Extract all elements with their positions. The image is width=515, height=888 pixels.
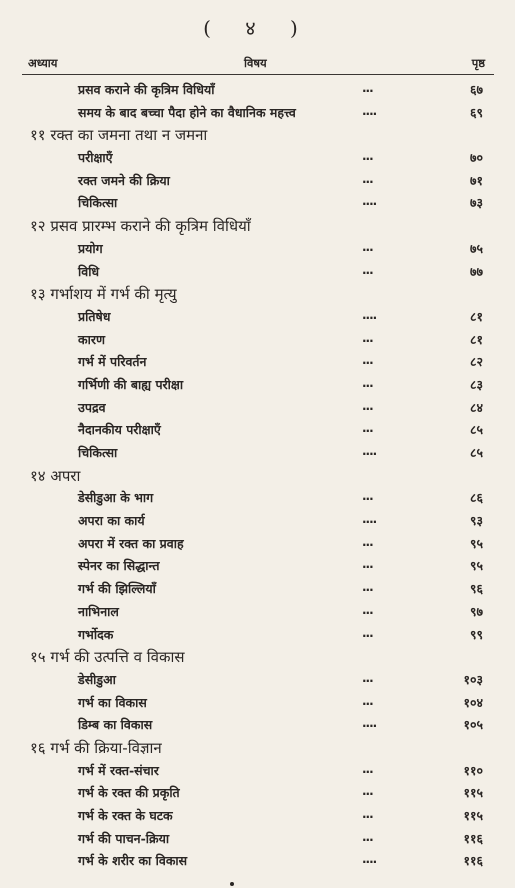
entry-page-number: ७१ xyxy=(469,172,483,188)
toc-entry xyxy=(0,486,515,509)
toc-entry xyxy=(0,804,515,827)
entry-page-number: ८४ xyxy=(469,399,483,415)
leader-dots: ... xyxy=(362,693,373,708)
entry-title: डेसीडुआ के भाग xyxy=(78,490,154,506)
toc-entry xyxy=(0,350,515,373)
entry-page-number: १०३ xyxy=(463,671,483,687)
leader-dots: ... xyxy=(362,625,373,640)
toc-entry xyxy=(0,237,515,260)
table-header xyxy=(0,56,515,72)
leader-dots: ... xyxy=(362,239,373,254)
chapter-title: १३ गर्भाशय में गर्भ की मृत्यु xyxy=(30,285,177,304)
leader-dots: ... xyxy=(362,353,373,368)
entry-page-number: ९७ xyxy=(469,603,483,619)
chapter-heading xyxy=(0,123,515,146)
entry-page-number: ११० xyxy=(463,762,483,778)
leader-dots: .... xyxy=(362,512,377,527)
toc-entry xyxy=(0,328,515,351)
entry-page-number: ११६ xyxy=(463,830,483,846)
header-subject: विषय xyxy=(244,56,267,70)
toc-entry xyxy=(0,78,515,101)
entry-page-number: १०४ xyxy=(463,694,483,710)
leader-dots: ... xyxy=(362,330,373,345)
leader-dots: ... xyxy=(362,534,373,549)
leader-dots: .... xyxy=(362,852,377,867)
entry-title: डेसीडुआ xyxy=(78,671,116,687)
entry-title: स्पेनर का सिद्धान्त xyxy=(78,558,160,574)
leader-dots: ... xyxy=(362,784,373,799)
entry-title: समय के बाद बच्चा पैदा होने का वैधानिक महत्त्व xyxy=(78,104,296,120)
leader-dots: ... xyxy=(362,580,373,595)
entry-title: चिकित्सा xyxy=(78,195,118,211)
leader-dots: ... xyxy=(362,489,373,504)
leader-dots: ... xyxy=(362,602,373,617)
header-chapter: अध्याय xyxy=(28,56,58,70)
chapter-title: ११ रक्त का जमना तथा न जमना xyxy=(30,126,208,145)
toc-entry xyxy=(0,668,515,691)
toc-entry xyxy=(0,849,515,872)
toc-entry xyxy=(0,169,515,192)
toc-list xyxy=(0,78,515,872)
entry-title: गर्भ में परिवर्तन xyxy=(78,354,147,370)
leader-dots: ... xyxy=(362,670,373,685)
entry-page-number: ८५ xyxy=(469,445,483,460)
entry-title: विधि xyxy=(78,263,100,279)
entry-title: गर्भ की पाचन-क्रिया xyxy=(78,830,170,846)
entry-title: अपरा का कार्य xyxy=(78,513,145,529)
entry-page-number: ८३ xyxy=(469,376,483,392)
entry-title: डिम्ब का विकास xyxy=(78,717,153,733)
entry-page-number: ९५ xyxy=(469,535,483,551)
leader-dots: .... xyxy=(362,444,377,458)
header-page: पृष्ठ xyxy=(471,56,485,70)
leader-dots: ... xyxy=(362,761,373,776)
entry-title: अपरा में रक्त का प्रवाह xyxy=(78,535,184,551)
entry-page-number: ७० xyxy=(469,150,483,166)
leader-dots: ... xyxy=(362,262,373,277)
toc-entry xyxy=(0,827,515,850)
entry-page-number: ८६ xyxy=(469,490,483,506)
leader-dots: ... xyxy=(362,81,373,95)
toc-entry xyxy=(0,373,515,396)
toc-entry xyxy=(0,600,515,623)
toc-entry xyxy=(0,441,515,464)
entry-page-number: ११५ xyxy=(463,808,483,823)
entry-title: प्रसव कराने की कृत्रिम विधियाँ xyxy=(78,82,215,97)
entry-title: गर्भ का विकास xyxy=(78,694,147,710)
leader-dots: ... xyxy=(362,807,373,821)
entry-page-number: ८२ xyxy=(469,354,483,370)
toc-entry xyxy=(0,418,515,441)
entry-title: कारण xyxy=(78,331,105,347)
entry-title: नैदानकीय परीक्षाएँ xyxy=(78,422,161,438)
leader-dots: .... xyxy=(362,103,377,118)
toc-entry xyxy=(0,509,515,532)
entry-page-number: ८५ xyxy=(469,422,483,438)
entry-page-number: ७७ xyxy=(469,263,483,279)
toc-entry xyxy=(0,623,515,646)
toc-entry xyxy=(0,305,515,328)
entry-page-number: ९९ xyxy=(469,626,483,642)
entry-page-number: ९६ xyxy=(469,581,483,597)
chapter-title: १६ गर्भ की क्रिया-विज्ञान xyxy=(30,738,162,757)
toc-entry xyxy=(0,691,515,714)
entry-title: गर्भिणी की बाह्य परीक्षा xyxy=(78,376,184,392)
toc-entry xyxy=(0,713,515,736)
page-mark xyxy=(230,882,234,886)
chapter-title: १४ अपरा xyxy=(30,466,81,485)
leader-dots: .... xyxy=(362,194,377,209)
entry-page-number: ६७ xyxy=(469,82,483,97)
entry-page-number: ११५ xyxy=(463,785,483,801)
entry-title: गर्भोदक xyxy=(78,626,114,642)
toc-entry xyxy=(0,396,515,419)
toc-entry xyxy=(0,532,515,555)
leader-dots: ... xyxy=(362,829,373,844)
entry-title: उपद्रव xyxy=(78,399,106,415)
leader-dots: ... xyxy=(362,375,373,390)
entry-title: चिकित्सा xyxy=(78,445,118,460)
entry-page-number: ६९ xyxy=(469,104,483,120)
leader-dots: ... xyxy=(362,149,373,164)
toc-entry xyxy=(0,759,515,782)
leader-dots: .... xyxy=(362,307,377,322)
entry-page-number: ७५ xyxy=(469,240,483,256)
leader-dots: ... xyxy=(362,421,373,436)
entry-page-number: ११६ xyxy=(463,853,483,869)
entry-title: नाभिनाल xyxy=(78,603,119,619)
entry-title: प्रतिषेध xyxy=(78,308,111,324)
page-number: ( ४ ) xyxy=(203,16,312,40)
entry-page-number: ८१ xyxy=(469,331,483,347)
entry-title: रक्त जमने की क्रिया xyxy=(78,172,170,188)
entry-title: गर्भ के शरीर का विकास xyxy=(78,853,188,869)
chapter-heading xyxy=(0,282,515,305)
entry-title: गर्भ में रक्त-संचार xyxy=(78,762,159,778)
header-rule xyxy=(22,74,494,75)
entry-title: गर्भ के रक्त की प्रकृति xyxy=(78,785,180,801)
chapter-heading xyxy=(0,645,515,668)
entry-title: गर्भ की झिल्लियाँ xyxy=(78,581,156,597)
entry-title: गर्भ के रक्त के घटक xyxy=(78,808,173,823)
entry-title: प्रयोग xyxy=(78,240,103,256)
entry-page-number: ८१ xyxy=(469,308,483,324)
entry-page-number: ९५ xyxy=(469,558,483,574)
leader-dots: .... xyxy=(362,716,377,731)
toc-entry xyxy=(0,781,515,804)
leader-dots: ... xyxy=(362,171,373,186)
chapter-heading xyxy=(0,464,515,487)
chapter-heading xyxy=(0,736,515,759)
toc-entry xyxy=(0,191,515,214)
leader-dots: ... xyxy=(362,398,373,413)
entry-title: परीक्षाएँ xyxy=(78,150,113,166)
chapter-heading xyxy=(0,214,515,237)
toc-entry xyxy=(0,101,515,124)
entry-page-number: १०५ xyxy=(463,717,483,733)
leader-dots: ... xyxy=(362,557,373,572)
toc-entry xyxy=(0,146,515,169)
toc-entry xyxy=(0,577,515,600)
entry-page-number: ९३ xyxy=(469,513,483,529)
toc-entry xyxy=(0,554,515,577)
entry-page-number: ७३ xyxy=(469,195,483,211)
chapter-title: १५ गर्भ की उत्पत्ति व विकास xyxy=(30,648,185,667)
chapter-title: १२ प्रसव प्रारम्भ कराने की कृत्रिम विधियाँ xyxy=(30,217,251,236)
toc-entry xyxy=(0,260,515,283)
